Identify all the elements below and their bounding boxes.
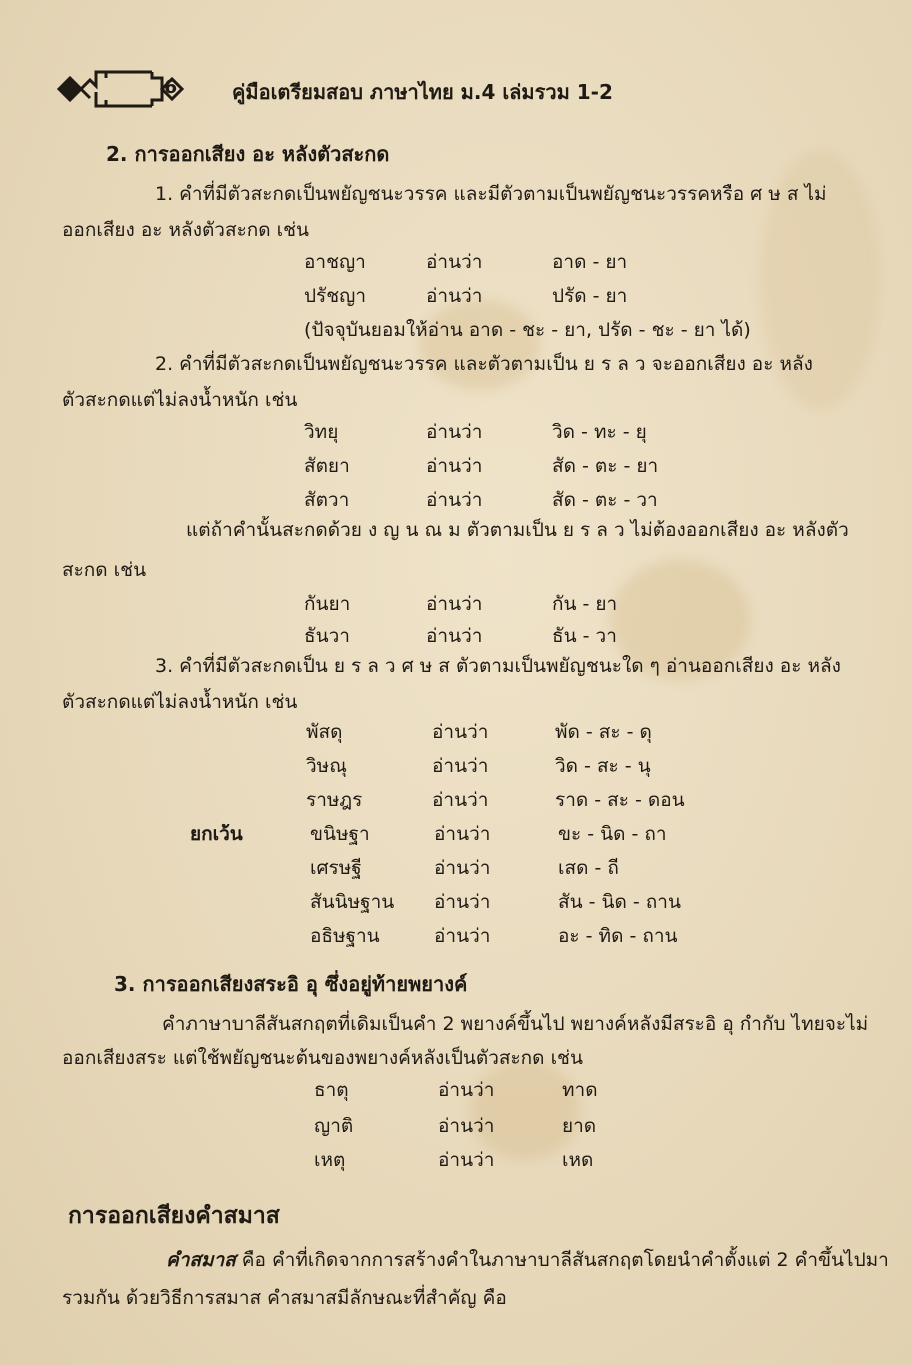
rule-3-line-2: ตัวสะกดแต่ไม่ลงน้ำหนัก เช่น <box>62 691 298 713</box>
example-reads-as: อ่านว่า <box>432 755 489 777</box>
example-reads-as: อ่านว่า <box>438 1115 495 1137</box>
page-number: 6 <box>164 76 178 98</box>
example-pronunciation: อาด - ยา <box>552 251 628 273</box>
example-pronunciation: สัด - ตะ - ยา <box>552 455 659 477</box>
compound-definition: คือ คำที่เกิดจากการสร้างคำในภาษาบาลีสันสกฤตโดยนำคำตั้งแต่ 2 คำขึ้นไปมา <box>235 1249 889 1271</box>
example-reads-as: อ่านว่า <box>426 593 483 615</box>
example-reads-as: อ่านว่า <box>426 251 483 273</box>
example-word: ธาตุ <box>314 1079 349 1101</box>
example-word: วิษณุ <box>306 755 347 777</box>
example-reads-as: อ่านว่า <box>426 455 483 477</box>
example-word: ปรัชญา <box>304 285 367 307</box>
example-pronunciation: ขะ - นิด - ถา <box>558 823 667 845</box>
example-reads-as: อ่านว่า <box>434 823 491 845</box>
example-pronunciation: ทาด <box>562 1079 598 1101</box>
example-pronunciation: เสด - ถี <box>558 857 619 879</box>
header-title: คู่มือเตรียมสอบ ภาษาไทย ม.4 เล่มรวม 1-2 <box>232 80 613 104</box>
example-reads-as: อ่านว่า <box>426 625 483 647</box>
example-pronunciation: สัน - นิด - ถาน <box>558 891 681 913</box>
example-word: สันนิษฐาน <box>310 891 395 913</box>
example-reads-as: อ่านว่า <box>438 1079 495 1101</box>
example-word: เศรษฐี <box>310 857 362 879</box>
example-word: ราษฎร <box>306 789 363 811</box>
example-reads-as: อ่านว่า <box>426 421 483 443</box>
example-reads-as: อ่านว่า <box>434 857 491 879</box>
example-reads-as: อ่านว่า <box>434 925 491 947</box>
example-reads-as: อ่านว่า <box>432 789 489 811</box>
example-pronunciation: ยาด <box>562 1115 597 1137</box>
example-word: ญาติ <box>314 1115 354 1137</box>
compound-line-2: รวมกัน ด้วยวิธีการสมาส คำสมาสมีลักษณะที่สำคัญ คือ <box>62 1287 507 1309</box>
example-reads-as: อ่านว่า <box>434 891 491 913</box>
rule-2-exception-line-2: สะกด เช่น <box>62 559 147 581</box>
example-word: กันยา <box>304 593 351 615</box>
section-3-line-1: คำภาษาบาลีสันสกฤตที่เดิมเป็นคำ 2 พยางค์ขึ้นไป พยางค์หลังมีสระอิ อุ กำกับ ไทยจะไม่ <box>162 1013 869 1035</box>
example-word: อาชญา <box>304 251 366 273</box>
example-pronunciation: เหด <box>562 1149 594 1171</box>
example-word: ขนิษฐา <box>310 823 370 845</box>
section-heading-2: 2. การออกเสียง อะ หลังตัวสะกด <box>106 142 390 166</box>
example-pronunciation: กัน - ยา <box>552 593 618 615</box>
page-header <box>56 66 856 114</box>
rule-1-line-1: 1. คำที่มีตัวสะกดเป็นพยัญชนะวรรค และมีตัวตามเป็นพยัญชนะวรรคหรือ ศ ษ ส ไม่ <box>155 183 827 205</box>
rule-1-line-2: ออกเสียง อะ หลังตัวสะกด เช่น <box>62 219 310 241</box>
example-pronunciation: ราด - สะ - ดอน <box>555 789 685 811</box>
example-pronunciation: ธัน - วา <box>552 625 617 647</box>
example-pronunciation: วิด - ทะ - ยุ <box>552 421 647 443</box>
example-reads-as: อ่านว่า <box>438 1149 495 1171</box>
example-word: อธิษฐาน <box>310 925 380 947</box>
rule-2-line-1: 2. คำที่มีตัวสะกดเป็นพยัญชนะวรรค และตัวตามเป็น ย ร ล ว จะออกเสียง อะ หลัง <box>155 353 813 375</box>
example-reads-as: อ่านว่า <box>426 489 483 511</box>
example-word: เหตุ <box>314 1149 346 1171</box>
page-stain <box>470 1060 580 1160</box>
example-word: วิทยุ <box>304 421 339 443</box>
example-pronunciation: พัด - สะ - ดุ <box>555 721 652 743</box>
example-reads-as: อ่านว่า <box>426 285 483 307</box>
exception-label: ยกเว้น <box>190 823 243 845</box>
example-word: ธันวา <box>304 625 350 647</box>
example-pronunciation: ปรัด - ยา <box>552 285 628 307</box>
compound-heading: การออกเสียงคำสมาส <box>68 1203 280 1229</box>
example-pronunciation: อะ - ทิด - ถาน <box>558 925 678 947</box>
example-word: สัตวา <box>304 489 350 511</box>
rule-3-line-1: 3. คำที่มีตัวสะกดเป็น ย ร ล ว ศ ษ ส ตัวตามเป็นพยัญชนะใด ๆ อ่านออกเสียง อะ หลัง <box>155 655 841 677</box>
rule-2-line-2: ตัวสะกดแต่ไม่ลงน้ำหนัก เช่น <box>62 389 298 411</box>
example-word: พัสดุ <box>306 721 343 743</box>
example-word: สัตยา <box>304 455 350 477</box>
section-3-line-2: ออกเสียงสระ แต่ใช้พยัญชนะต้นของพยางค์หลังเป็นตัวสะกด เช่น <box>62 1047 583 1069</box>
example-reads-as: อ่านว่า <box>432 721 489 743</box>
rule-1-note: (ปัจจุบันยอมให้อ่าน อาด - ชะ - ยา, ปรัด - ชะ - ยา ได้) <box>304 319 751 341</box>
compound-term: คำสมาส <box>166 1249 236 1271</box>
rule-2-exception-line-1: แต่ถ้าคำนั้นสะกดด้วย ง ญ น ณ ม ตัวตามเป็น ย ร ล ว ไม่ต้องออกเสียง อะ หลังตัว <box>186 519 849 541</box>
example-pronunciation: สัด - ตะ - วา <box>552 489 658 511</box>
compound-line-1 <box>166 1246 889 1274</box>
example-pronunciation: วิด - สะ - นุ <box>555 755 651 777</box>
section-heading-3: 3. การออกเสียงสระอิ อุ ซึ่งอยู่ท้ายพยางค์ <box>114 972 468 996</box>
